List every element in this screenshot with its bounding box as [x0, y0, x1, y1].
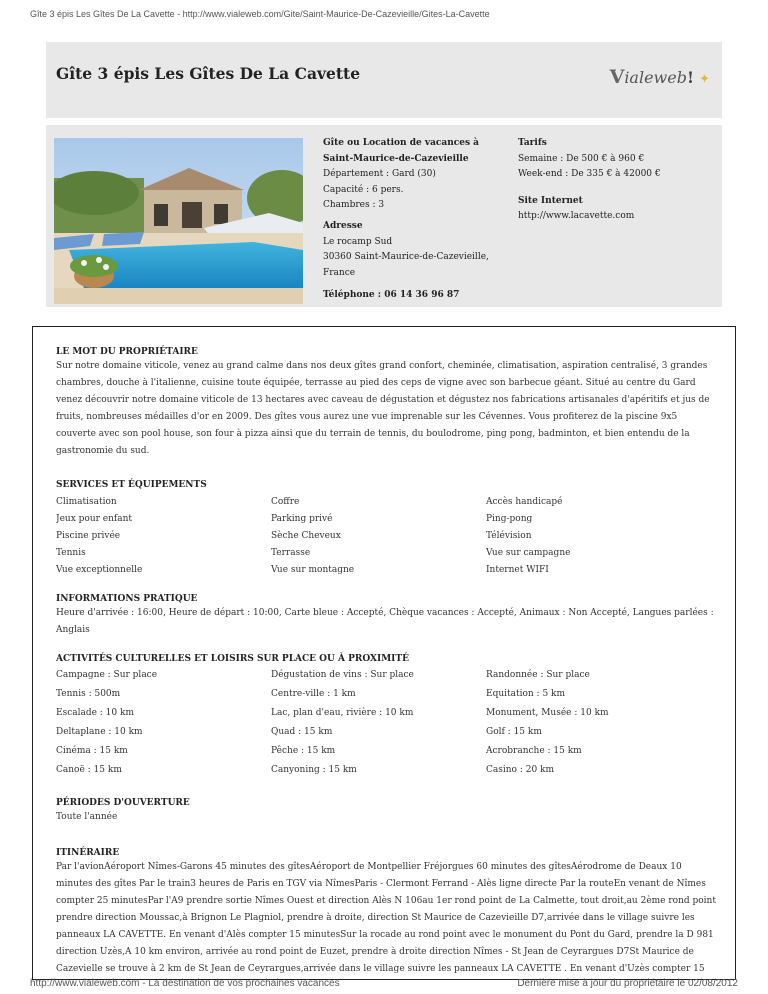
- capacite: Capacité : 6 pers.: [323, 184, 404, 195]
- telephone: Téléphone : 06 14 36 96 87: [323, 290, 460, 300]
- service-item: Tennis: [56, 548, 86, 558]
- gite-summary: [323, 136, 503, 214]
- activite-item: Lac, plan d'eau, rivière : 10 km: [271, 708, 414, 718]
- tarif-semaine: Semaine : De 500 € à 960 €: [518, 153, 645, 164]
- footer-updated: Dernière mise à jour du propriétaire le 02/08/2012: [517, 978, 738, 989]
- service-item: Terrasse: [271, 548, 311, 558]
- activite-item: Campagne : Sur place: [56, 670, 158, 680]
- infos-text: Heure d'arrivée : 16:00, Heure de départ : 10:00, Carte bleue : Accepté, Chèque vacances : Accepté, Animaux : Non Accepté, Langues parlées : Anglais: [56, 608, 714, 635]
- section-title-periodes: PÉRIODES D'OUVERTURE: [56, 798, 190, 808]
- activite-item: Tennis : 500m: [56, 689, 121, 699]
- adresse-line: Le rocamp Sud: [323, 236, 393, 247]
- logo-text: ialeweb: [624, 68, 687, 87]
- periodes-text: Toute l'année: [56, 812, 118, 822]
- sparkle-icon: ✦: [699, 72, 710, 87]
- service-item: Vue sur campagne: [486, 548, 571, 558]
- section-title-itineraire: ITINÉRAIRE: [56, 848, 120, 858]
- activite-item: Acrobranche : 15 km: [486, 746, 582, 756]
- service-item: Ping-pong: [486, 514, 533, 524]
- service-item: Accès handicapé: [486, 497, 563, 507]
- service-item: Télévision: [486, 531, 532, 541]
- activite-item: Cinéma : 15 km: [56, 746, 128, 756]
- gite-photo: [54, 138, 303, 304]
- logo-initial: V: [609, 66, 625, 88]
- service-item: Piscine privée: [56, 531, 121, 541]
- activite-item: Pêche : 15 km: [271, 746, 336, 756]
- service-item: Parking privé: [271, 514, 333, 524]
- gite-type-label: Gîte ou Location de vacances à Saint-Maurice-de-Cazevieille: [323, 138, 480, 164]
- service-item: Vue exceptionnelle: [56, 565, 143, 575]
- service-item: Internet WIFI: [486, 565, 549, 575]
- activite-item: Casino : 20 km: [486, 765, 555, 775]
- service-item: Jeux pour enfant: [56, 514, 133, 524]
- activite-item: Canoë : 15 km: [56, 765, 122, 775]
- print-header: Gîte 3 épis Les Gîtes De La Cavette - http://www.vialeweb.com/Gite/Saint-Maurice-De-Cazevieille/Gites-La-Cavette: [30, 9, 490, 19]
- activite-item: Equitation : 5 km: [486, 689, 566, 699]
- section-title-activites: ACTIVITÉS CULTURELLES ET LOISIRS SUR PLACE OU À PROXIMITÉ: [56, 654, 409, 664]
- site-link[interactable]: http://www.lacavette.com: [518, 211, 635, 221]
- activite-item: Randonnée : Sur place: [486, 670, 590, 680]
- itineraire-text: Par l'avionAéroport Nîmes-Garons 45 minutes des gîtesAéroport de Montpellier Fréjorgues 60 minutes des gîtesAérodrome de Deaux 10 minutes des gîtes Par le train3 heures de Paris en TGV via NîmesParis - Clermont Ferrand - Alès ligne directe Par la routeEn venant de Nîmes compter 25 minutesPar l'A9 prendre sortie Nîmes Ouest et direction Alès N 106au 1er rond point de La Calmette, tout droit,au 2ème rond point prendre direction Moussac,à Brignon Le Plagniol, prendre à droite, direction St Maurice de Cazevieille D7,arrivée dans le village suivre les panneaux LA CAVETTE. En venant d'Alès compter 15 minutesSur la rocade au rond point avec le monument du Pont du Gard, prendre la D 981 direction Uzès,A 10 km environ, arrivée au rond point de Euzet, prendre à droite direction Nîmes - St Jean de Ceyrargues D7St Maurice de Cazevielle se trouve à 2 km de St Jean de Ceyrargues,arrivée dans le village suivre les panneaux LA CAVETTE . En venant d'Uzès compter 15: [56, 862, 716, 974]
- adresse-line: France: [323, 267, 356, 278]
- service-item: Vue sur montagne: [271, 565, 355, 575]
- activite-item: Escalade : 10 km: [56, 708, 134, 718]
- tarifs-label: Tarifs: [518, 138, 547, 148]
- service-item: Sèche Cheveux: [271, 531, 341, 541]
- activite-item: Monument, Musée : 10 km: [486, 708, 609, 718]
- activite-item: Canyoning : 15 km: [271, 765, 357, 775]
- page-title: Gîte 3 épis Les Gîtes De La Cavette: [56, 64, 361, 83]
- activite-item: Centre-ville : 1 km: [271, 689, 356, 699]
- section-title-infos: INFORMATIONS PRATIQUE: [56, 594, 198, 604]
- mot-text: Sur notre domaine viticole, venez au grand calme dans nos deux gîtes grand confort, cheminée, climatisation, aspiration centralisé, 3 grandes chambres, douche à l'italienne, cuisine toute équipée, terrasse au pied des ceps de vigne avec son barbecue géant. Situé au centre du Gard venez découvrir notre domaine viticole de 13 hectares avec caveau de dégustation et dégustez nos fabrications artisanales d'apéritifs et jus de fruits, nombreuses médailles d'or en 2009. Des gîtes vous aurez une vue imprenable sur les Cévennes. Vous profiterez de la piscine 9x5 couverte avec son pool house, son four à pizza ainsi que du terrain de tennis, du boulodrome, ping pong, badminton, et bien entendu de la gastronomie du sud.: [56, 361, 710, 456]
- adresse-block: [323, 219, 513, 281]
- vialeweb-logo[interactable]: [610, 66, 710, 88]
- chambres: Chambres : 3: [323, 200, 385, 210]
- title-band: [46, 42, 722, 118]
- pool-house-illustration: [54, 138, 303, 304]
- logo-exclamation: !: [686, 68, 694, 87]
- service-item: Coffre: [271, 497, 300, 507]
- service-item: Climatisation: [56, 497, 117, 507]
- footer-site-link[interactable]: http://www.vialeweb.com - La destination de vos prochaines vacances: [30, 978, 340, 989]
- activite-item: Golf : 15 km: [486, 727, 542, 737]
- activite-item: Dégustation de vins : Sur place: [271, 670, 414, 680]
- site-label: Site Internet: [518, 195, 583, 206]
- activite-item: Quad : 15 km: [271, 727, 333, 737]
- adresse-label: Adresse: [323, 221, 363, 231]
- content-box: [32, 326, 736, 980]
- departement: Département : Gard (30): [323, 169, 436, 179]
- info-band: [46, 125, 722, 307]
- section-title-services: SERVICES ET ÉQUIPEMENTS: [56, 480, 207, 490]
- tarifs-block: [518, 136, 718, 225]
- activite-item: Deltaplane : 10 km: [56, 727, 143, 737]
- tarif-weekend: Week-end : De 335 € à 42000 €: [518, 169, 661, 179]
- services-grid: [56, 494, 716, 579]
- section-title-mot: LE MOT DU PROPRIÉTAIRE: [56, 347, 198, 357]
- adresse-line: 30360 Saint-Maurice-de-Cazevieille,: [323, 252, 489, 262]
- activites-grid: [56, 666, 716, 780]
